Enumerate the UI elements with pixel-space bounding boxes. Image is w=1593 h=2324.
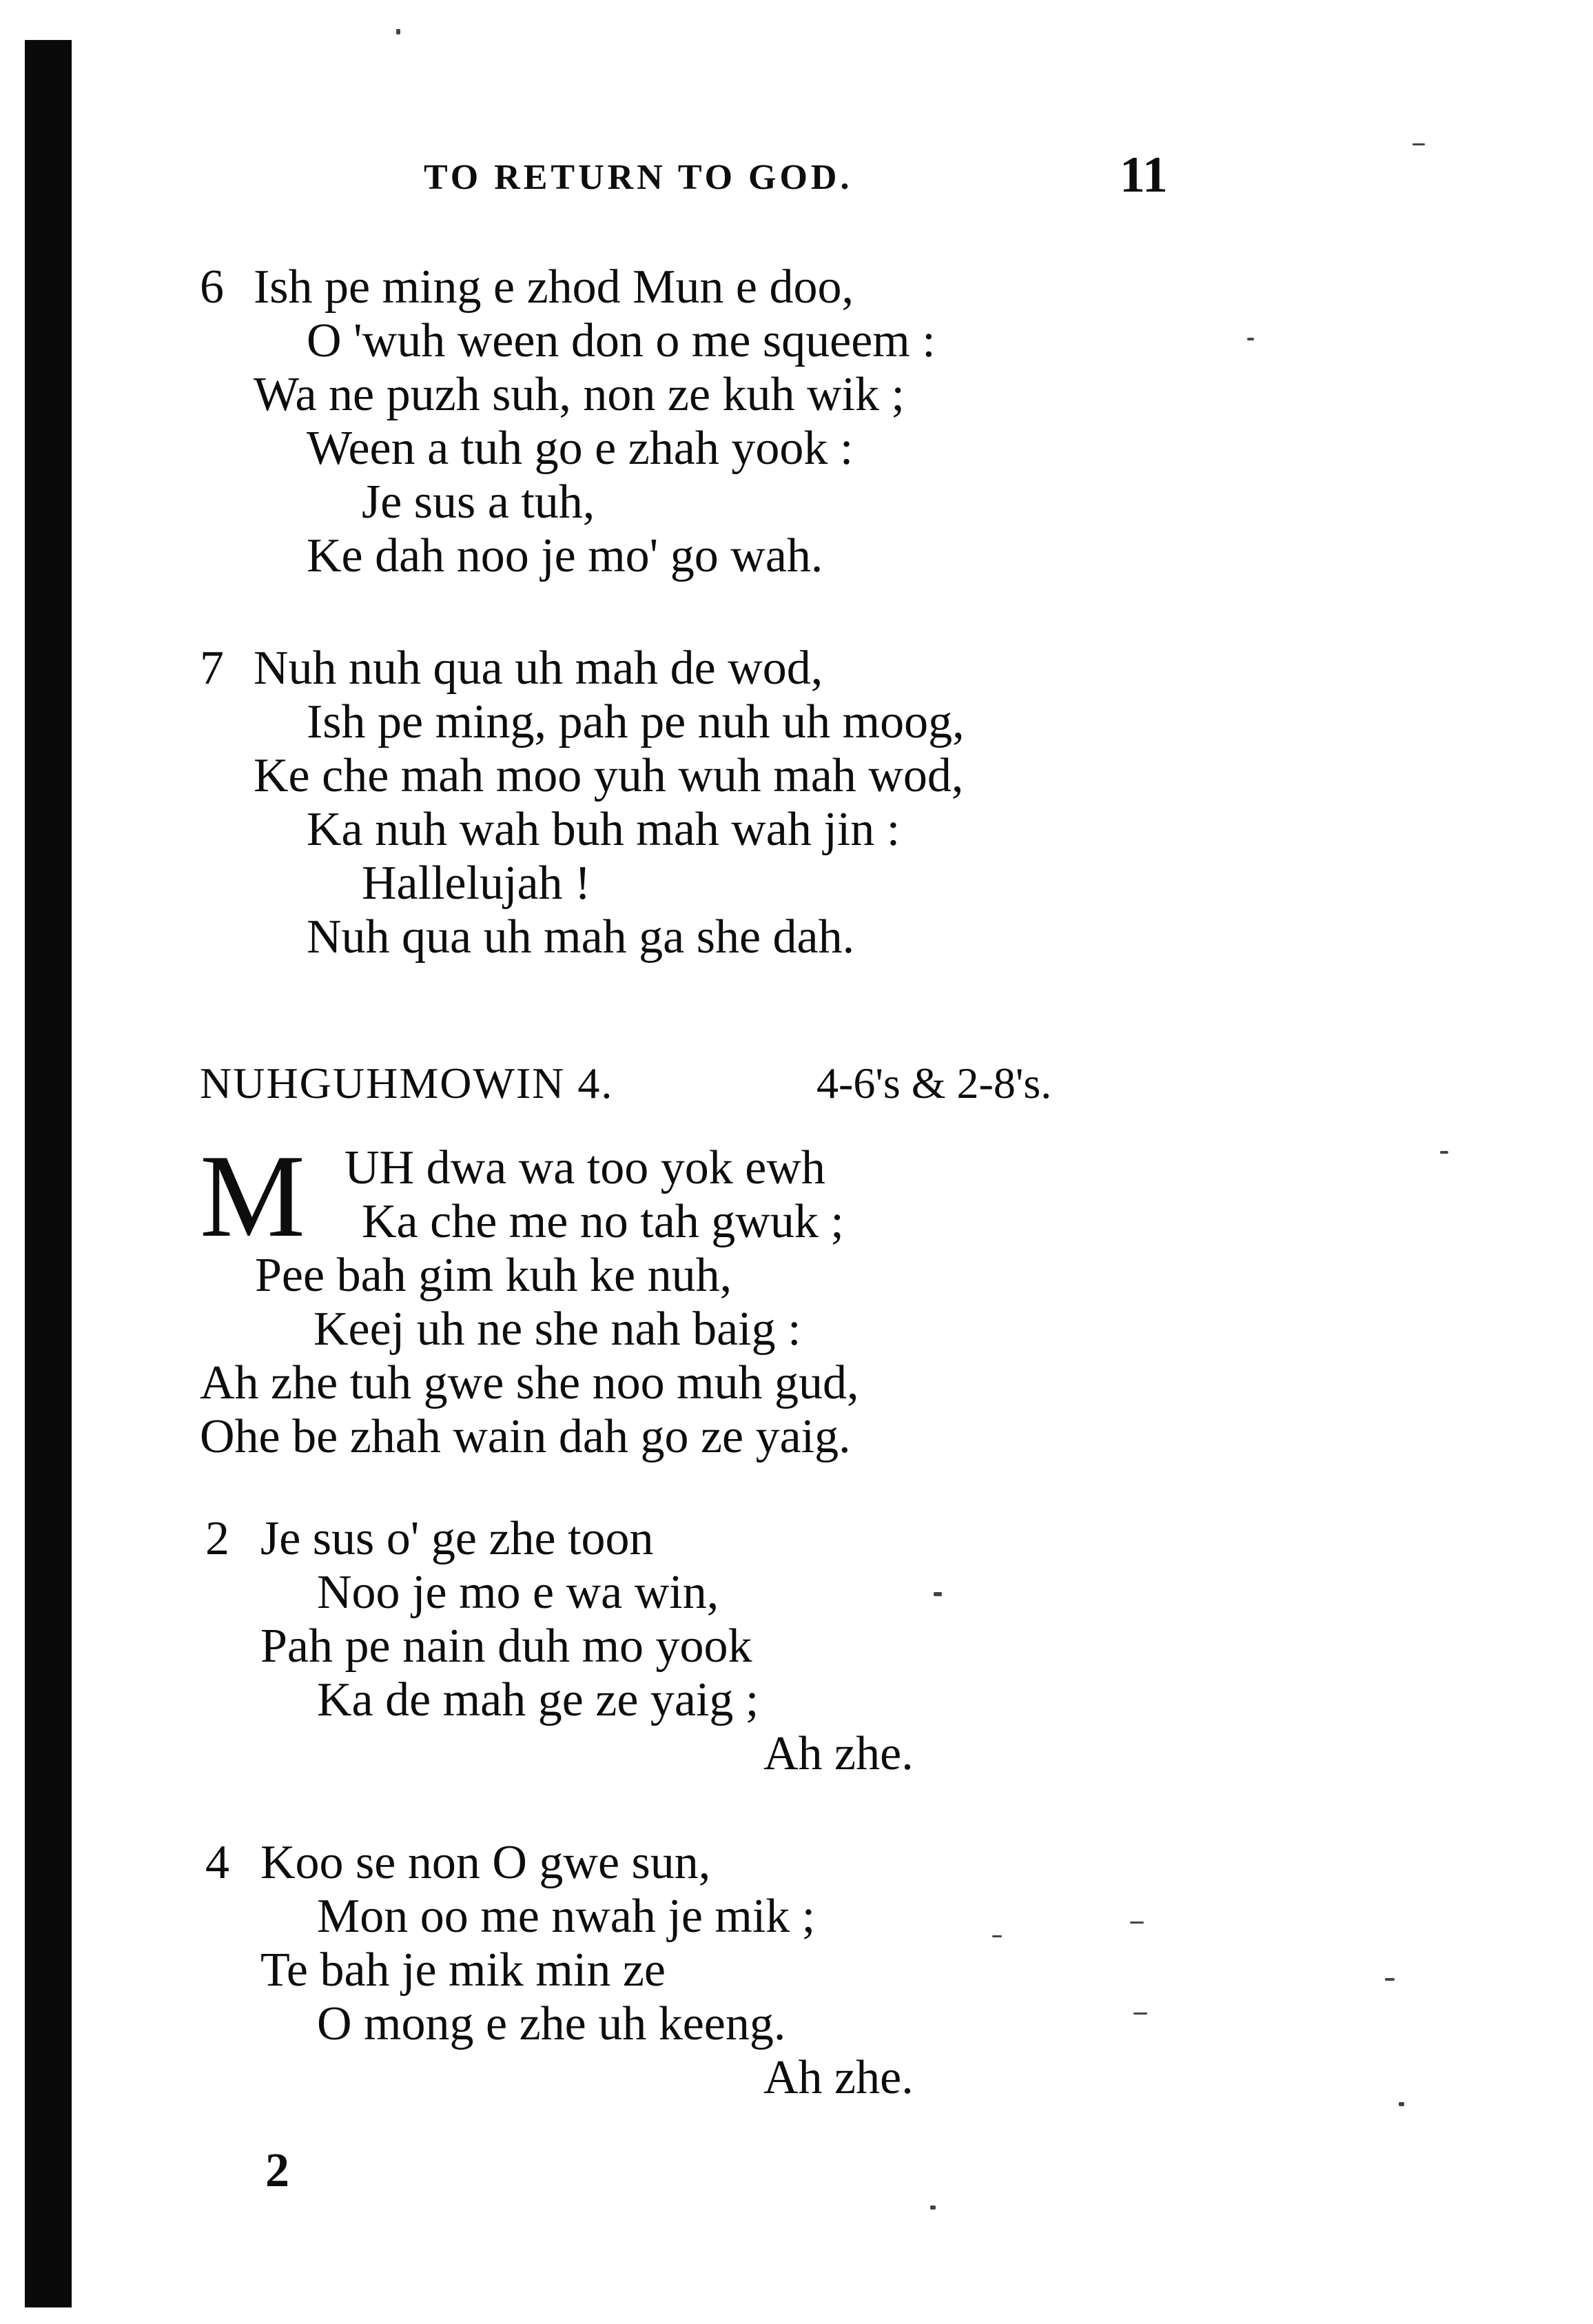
verse-line: Nuh qua uh mah ga she dah. [307, 910, 855, 964]
print-speck [396, 29, 400, 34]
print-speck [992, 1935, 1002, 1937]
amen-line: Ah zhe. [763, 1727, 914, 1780]
verse-line: Ah zhe tuh gwe she noo muh gud, [200, 1356, 859, 1409]
verse-line: Pah pe nain duh mo yook [260, 1620, 752, 1673]
print-speck [1133, 2012, 1147, 2015]
amen-line: Ah zhe. [763, 2051, 914, 2104]
verse-line: Te bah je mik min ze [260, 1944, 666, 1997]
verse-line: Noo je mo e wa win, [317, 1566, 719, 1619]
print-speck [1247, 338, 1254, 340]
drop-cap: M [200, 1131, 305, 1262]
binding-edge [25, 40, 72, 2307]
print-speck [1412, 143, 1425, 145]
verse-line: Ish pe ming e zhod Mun e doo, [254, 261, 854, 314]
hymn-title: NUHGUHMOWIN 4. [200, 1059, 614, 1108]
verse-line: Ke che mah moo yuh wuh mah wod, [254, 749, 964, 802]
verse-line: Wa ne puzh suh, non ze kuh wik ; [254, 368, 905, 421]
print-speck [1399, 2102, 1404, 2106]
verse-line: Ke dah noo je mo' go wah. [307, 529, 823, 582]
verse-line: Keej uh ne she nah baig : [314, 1303, 801, 1356]
verse-line: Ohe be zhah wain dah go ze yaig. [200, 1410, 851, 1463]
verse-number: 2 [205, 1512, 229, 1565]
hymn-meter: 4-6's & 2-8's. [816, 1059, 1052, 1108]
print-speck [934, 1592, 942, 1596]
verse-line: Mon oo me nwah je mik ; [317, 1890, 816, 1943]
verse-number: 4 [205, 1836, 229, 1889]
verse-line: O mong e zhe uh keeng. [317, 1997, 786, 2050]
verse-line: Ween a tuh go e zhah yook : [307, 422, 854, 475]
verse-line: Je sus a tuh, [362, 476, 595, 529]
verse-line: Ka nuh wah buh mah wah jin : [307, 803, 901, 856]
print-speck [1385, 1978, 1395, 1981]
print-speck [1440, 1151, 1448, 1154]
page-number: 11 [1120, 147, 1168, 203]
signature-mark: 2 [265, 2144, 289, 2197]
verse-line: Nuh nuh qua uh mah de wod, [254, 642, 823, 695]
running-head: TO RETURN TO GOD. [424, 158, 853, 197]
verse-line: Ka che me no tah gwuk ; [362, 1195, 844, 1248]
verse-line: Ish pe ming, pah pe nuh uh moog, [307, 695, 965, 748]
verse-line: Ka de mah ge ze yaig ; [317, 1673, 759, 1726]
verse-line: O 'wuh ween don o me squeem : [307, 314, 936, 367]
verse-line: UH dwa wa too yok ewh [345, 1141, 825, 1194]
verse-line: Je sus o' ge zhe toon [260, 1512, 654, 1565]
verse-line: Koo se non O gwe sun, [260, 1836, 711, 1889]
print-speck [930, 2205, 936, 2210]
verse-line: Hallelujah ! [362, 857, 591, 910]
verse-number: 7 [200, 642, 224, 695]
print-speck [1130, 1922, 1144, 1924]
verse-number: 6 [200, 261, 224, 314]
verse-line: Pee bah gim kuh ke nuh, [255, 1249, 732, 1302]
